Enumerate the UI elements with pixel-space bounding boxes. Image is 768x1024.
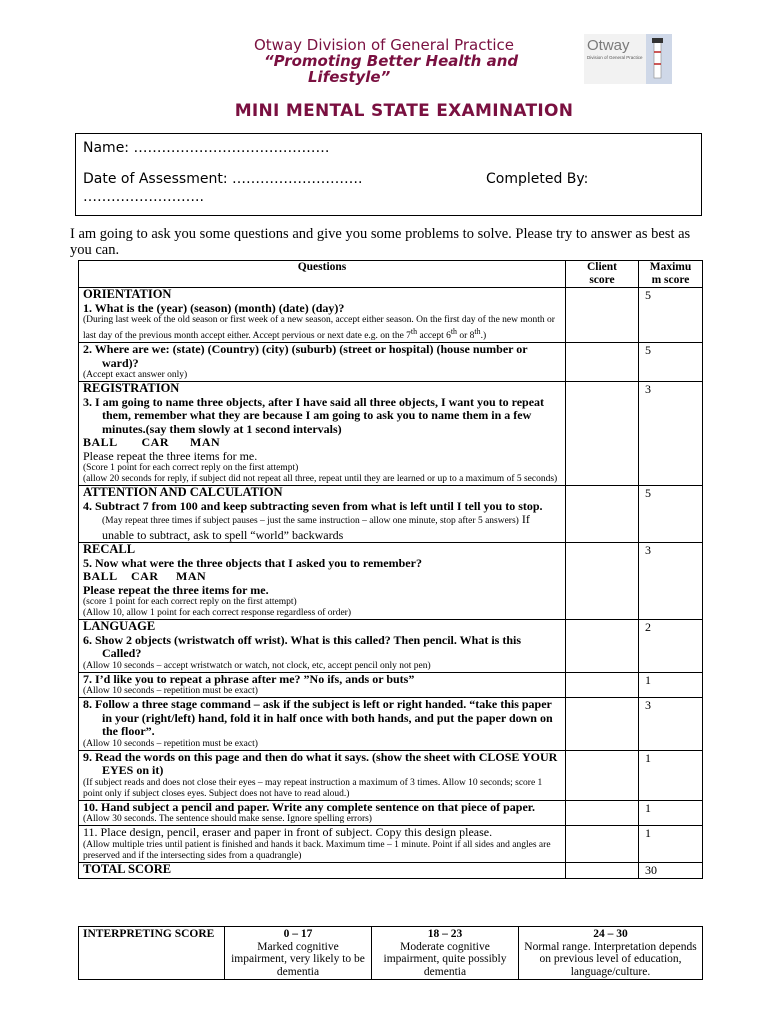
- section-heading: LANGUAGE: [83, 619, 156, 634]
- question-note: (Score 1 point for each correct reply on the first attempt): [83, 463, 299, 474]
- otway-lighthouse-logo: [584, 34, 672, 84]
- patient-details-box: [75, 133, 702, 216]
- client-score-cell[interactable]: [566, 343, 639, 382]
- instruction-text: Please repeat the three items for me.: [83, 448, 258, 463]
- question-text: 5. Now what were the three objects that I asked you to remember?: [83, 555, 422, 570]
- client-score-cell[interactable]: [566, 382, 639, 486]
- objects-list: BALL CAR MAN: [83, 435, 221, 450]
- name-field[interactable]: Name: ……………………………………: [83, 140, 330, 156]
- instruction-text: If unable to subtract, ask to spell “world” backwards: [102, 512, 530, 542]
- question-note-2: (allow 20 seconds for reply, if subject did not repeat all three, repeat until they are learned or up to a maximum of 5 seconds): [83, 474, 558, 485]
- question-note: (During last week of the old season or first week of a new season, accept either season. On the first day of the new month or last day of the previous month accept either. Accept pervious or next date e.g. on the 7th accept 6th or 8th.): [83, 315, 555, 342]
- question-note: (Allow 10 seconds – repetition must be exact): [83, 738, 258, 749]
- client-score-cell[interactable]: [566, 698, 639, 751]
- table-row: [79, 672, 703, 698]
- question-note: (May repeat three times if subject pauses – just the same instruction – allow one minute, stop after 5 answers): [102, 516, 519, 527]
- total-client-score-cell[interactable]: [566, 862, 639, 878]
- total-row: [79, 862, 703, 878]
- total-max-score: 30: [639, 862, 703, 878]
- logo-wordmark: Otway: [587, 37, 630, 54]
- slogan-line-1: “Promoting Better Health and: [264, 52, 519, 70]
- table-row: [79, 698, 703, 751]
- question-text: 9. Read the words on this page and then do what it says. (show the sheet with CLOSE YOUR EYES on it): [83, 749, 558, 778]
- interpretation-range-1: 0 – 17 Marked cognitive impairment, very likely to be dementia: [225, 927, 372, 980]
- section-heading: RECALL: [83, 542, 136, 557]
- client-score-cell[interactable]: [566, 543, 639, 620]
- question-text: 6. Show 2 objects (wristwatch off wrist). What is this called? Then pencil. What is this Called?: [83, 632, 522, 661]
- max-score: 3: [639, 382, 703, 486]
- question-note: (If subject reads and does not close their eyes – may repeat instruction a maximum of 3 times. Allow 10 seconds; score 1 point only if subject closes eyes. Subject does not have to read aloud.): [83, 777, 543, 799]
- max-score: 1: [639, 800, 703, 826]
- question-text: 8. Follow a three stage command – ask if the subject is left or right handed. “take this paper in your (right/left) hand, fold it in half once with both hands, and put the paper down on the floor”.: [83, 697, 553, 739]
- question-note: (Allow 10 seconds – accept wristwatch or watch, not clock, etc, accept pencil only not pen): [83, 660, 431, 671]
- client-score-cell[interactable]: [566, 486, 639, 543]
- max-score: 5: [639, 486, 703, 543]
- question-text: 4. Subtract 7 from 100 and keep subtracting seven from what is left until I tell you to stop.: [83, 498, 543, 513]
- assessment-date-field[interactable]: Date of Assessment: ……………………….: [83, 171, 363, 187]
- exam-table: [78, 260, 703, 879]
- client-score-cell[interactable]: [566, 288, 639, 343]
- instructions-text: I am going to ask you some questions and give you some problems to solve. Please try to answer as best as you can.: [70, 226, 691, 258]
- table-row: [79, 620, 703, 673]
- max-score: 2: [639, 620, 703, 673]
- max-score: 5: [639, 288, 703, 343]
- client-score-cell[interactable]: [566, 800, 639, 826]
- question-text: 10. Hand subject a pencil and paper. Write any complete sentence on that piece of paper.: [83, 799, 535, 814]
- slogan: [250, 53, 564, 85]
- client-score-cell[interactable]: [566, 826, 639, 863]
- client-score-header: Client score: [566, 261, 639, 288]
- question-note-2: (Allow 10, allow 1 point for each correct response regardless of order): [83, 608, 352, 619]
- interpretation-table: [78, 926, 703, 980]
- question-text: 1. What is the (year) (season) (month) (date) (day)?: [83, 300, 345, 315]
- interpretation-row: [79, 927, 703, 980]
- question-note: (Allow multiple tries until patient is finished and hands it back. Maximum time – 1 minute. Point if all sides and angles are preserved and if the intersecting sides from a quadrangle): [83, 839, 551, 861]
- max-score: 1: [639, 672, 703, 698]
- client-score-cell[interactable]: [566, 620, 639, 673]
- table-row: [79, 343, 703, 382]
- question-text: 3. I am going to name three objects, after I have said all three objects, I want you to repeat them, remember what they are because I am going to ask you to name them in a few minutes.(say them slowly at 1 second intervals): [83, 394, 545, 436]
- table-row: [79, 750, 703, 800]
- question-text: 11. Place design, pencil, eraser and paper in front of subject. Copy this design please.: [83, 825, 493, 840]
- max-score: 3: [639, 543, 703, 620]
- max-score-header: Maximu m score: [639, 261, 703, 288]
- completed-by-field[interactable]: ……………………..: [83, 189, 204, 205]
- table-row: [79, 288, 703, 343]
- question-text: 7. I’d like you to repeat a phrase after me? ”No ifs, ands or buts”: [83, 671, 415, 686]
- client-score-cell[interactable]: [566, 750, 639, 800]
- question-note: (Accept exact answer only): [83, 370, 188, 381]
- section-heading: ORIENTATION: [83, 287, 172, 301]
- table-row: [79, 382, 703, 486]
- question-note: (Allow 10 seconds – repetition must be exact): [83, 686, 258, 697]
- objects-list: BALL CAR MAN: [83, 569, 207, 584]
- logo-subtext: Division of General Practice: [587, 55, 643, 60]
- table-row: [79, 543, 703, 620]
- max-score: 1: [639, 826, 703, 863]
- section-heading: REGISTRATION: [83, 381, 180, 396]
- max-score: 3: [639, 698, 703, 751]
- instruction-text: Please repeat the three items for me.: [83, 582, 269, 597]
- document-title: MINI MENTAL STATE EXAMINATION: [234, 101, 574, 121]
- questions-header: Questions: [79, 261, 566, 288]
- slogan-line-2: Lifestyle”: [308, 68, 391, 86]
- question-note: (Allow 30 seconds. The sentence should make sense. Ignore spelling errors): [83, 814, 372, 825]
- organization-name: Otway Division of General Practice: [253, 36, 514, 54]
- table-row: [79, 826, 703, 863]
- question-text: 2. Where are we: (state) (Country) (city) (suburb) (street or hospital) (house number or ward)?: [83, 342, 528, 370]
- table-row: [79, 486, 703, 543]
- interpretation-range-3: 24 – 30 Normal range. Interpretation depends on previous level of education, language/culture.: [519, 927, 703, 980]
- total-label: TOTAL SCORE: [83, 861, 172, 876]
- section-heading: ATTENTION AND CALCULATION: [83, 485, 283, 500]
- question-note: (score 1 point for each correct reply on the first attempt): [83, 597, 297, 608]
- max-score: 1: [639, 750, 703, 800]
- max-score: 5: [639, 343, 703, 382]
- table-row: [79, 800, 703, 826]
- client-score-cell[interactable]: [566, 672, 639, 698]
- table-header-row: [79, 261, 703, 288]
- completed-by-label: Completed By:: [486, 171, 589, 187]
- interpretation-label: INTERPRETING SCORE: [79, 927, 225, 980]
- interpretation-range-2: 18 – 23 Moderate cognitive impairment, quite possibly dementia: [372, 927, 519, 980]
